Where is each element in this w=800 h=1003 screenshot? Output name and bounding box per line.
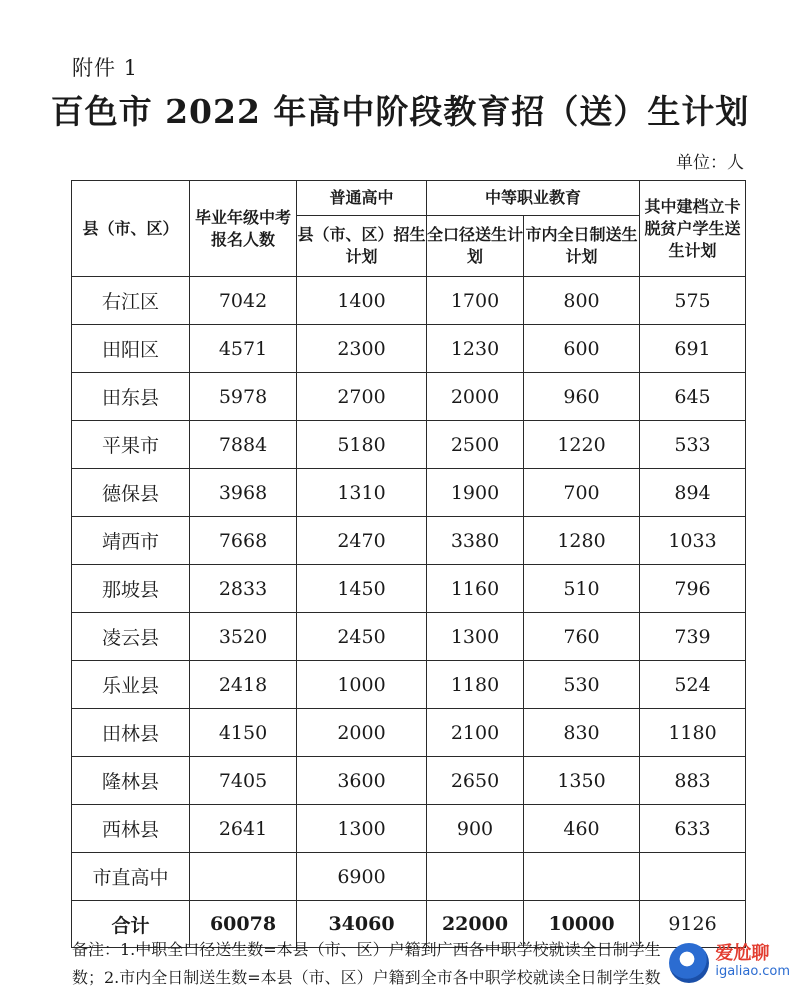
cell-voc-city: 460 xyxy=(524,805,640,853)
total-general: 34060 xyxy=(297,901,427,948)
cell-voc-full: 1180 xyxy=(427,661,524,709)
cell-voc-full xyxy=(427,853,524,901)
cell-graduates: 7884 xyxy=(190,421,297,469)
table-row xyxy=(72,853,746,901)
total-graduates: 60078 xyxy=(190,901,297,948)
cell-general: 1300 xyxy=(297,805,427,853)
cell-general: 5180 xyxy=(297,421,427,469)
table-row xyxy=(72,421,746,469)
header-voc-full: 全口径送生计划 xyxy=(427,216,524,277)
cell-poverty xyxy=(640,853,746,901)
unit-label: 单位：人 xyxy=(676,153,744,173)
cell-poverty: 883 xyxy=(640,757,746,805)
cell-poverty: 633 xyxy=(640,805,746,853)
header-voc-city: 市内全日制送生计划 xyxy=(524,216,640,277)
table-row xyxy=(72,757,746,805)
cell-voc-city: 530 xyxy=(524,661,640,709)
total-voc-full: 22000 xyxy=(427,901,524,948)
cell-voc-city: 800 xyxy=(524,277,640,325)
header-county: 县（市、区） xyxy=(72,181,190,277)
header-vocational: 中等职业教育 xyxy=(427,181,640,216)
cell-poverty: 645 xyxy=(640,373,746,421)
table-row xyxy=(72,709,746,757)
cell-voc-full: 2650 xyxy=(427,757,524,805)
cell-graduates: 7405 xyxy=(190,757,297,805)
cell-county: 凌云县 xyxy=(72,613,190,661)
notes xyxy=(72,936,772,992)
cell-graduates: 2418 xyxy=(190,661,297,709)
cell-graduates: 2641 xyxy=(190,805,297,853)
cell-voc-full: 2100 xyxy=(427,709,524,757)
cell-graduates xyxy=(190,853,297,901)
table-row xyxy=(72,373,746,421)
watermark-text xyxy=(715,945,790,981)
cell-general: 3600 xyxy=(297,757,427,805)
watermark xyxy=(669,943,790,983)
cell-general: 2450 xyxy=(297,613,427,661)
cell-voc-city: 760 xyxy=(524,613,640,661)
cell-poverty: 1033 xyxy=(640,517,746,565)
cell-poverty: 691 xyxy=(640,325,746,373)
table-row xyxy=(72,805,746,853)
cell-poverty: 524 xyxy=(640,661,746,709)
cell-voc-full: 2500 xyxy=(427,421,524,469)
cell-general: 2470 xyxy=(297,517,427,565)
cell-general: 2700 xyxy=(297,373,427,421)
cell-voc-full: 1160 xyxy=(427,565,524,613)
cell-voc-city: 1220 xyxy=(524,421,640,469)
attachment-label: 附件 1 xyxy=(72,56,139,80)
table-row xyxy=(72,517,746,565)
cell-graduates: 7042 xyxy=(190,277,297,325)
table-row xyxy=(72,277,746,325)
cell-county: 田东县 xyxy=(72,373,190,421)
page-title: 百色市 2022 年高中阶段教育招（送）生计划 xyxy=(50,92,750,131)
header-general-hs-plan: 县（市、区）招生计划 xyxy=(297,216,427,277)
cell-general: 2000 xyxy=(297,709,427,757)
cell-county: 乐业县 xyxy=(72,661,190,709)
cell-poverty: 739 xyxy=(640,613,746,661)
cell-general: 6900 xyxy=(297,853,427,901)
cell-county: 平果市 xyxy=(72,421,190,469)
cell-county: 隆林县 xyxy=(72,757,190,805)
table-row xyxy=(72,469,746,517)
cell-poverty: 796 xyxy=(640,565,746,613)
cell-graduates: 4150 xyxy=(190,709,297,757)
cell-county: 那坡县 xyxy=(72,565,190,613)
cell-voc-full: 1230 xyxy=(427,325,524,373)
enrollment-plan-table xyxy=(71,180,746,948)
cell-poverty: 894 xyxy=(640,469,746,517)
total-poverty: 9126 xyxy=(640,901,746,948)
total-label: 合计 xyxy=(72,901,190,948)
cell-voc-city: 600 xyxy=(524,325,640,373)
cell-voc-full: 1300 xyxy=(427,613,524,661)
header-graduates: 毕业年级中考报名人数 xyxy=(190,181,297,277)
cell-general: 1000 xyxy=(297,661,427,709)
cell-voc-city: 830 xyxy=(524,709,640,757)
cell-voc-full: 900 xyxy=(427,805,524,853)
note-line-1: 备注：1.中职全口径送生数=本县（市、区）户籍到广西各中职学校就读全日制学生 xyxy=(72,940,661,959)
cell-voc-full: 1700 xyxy=(427,277,524,325)
cell-graduates: 7668 xyxy=(190,517,297,565)
cell-county: 西林县 xyxy=(72,805,190,853)
header-general-hs: 普通高中 xyxy=(297,181,427,216)
table-row xyxy=(72,565,746,613)
cell-voc-full: 1900 xyxy=(427,469,524,517)
cell-graduates: 3520 xyxy=(190,613,297,661)
cell-voc-city: 1350 xyxy=(524,757,640,805)
total-voc-city: 10000 xyxy=(524,901,640,948)
cell-graduates: 2833 xyxy=(190,565,297,613)
cell-county: 田林县 xyxy=(72,709,190,757)
table-row xyxy=(72,325,746,373)
cell-general: 1310 xyxy=(297,469,427,517)
cell-voc-city xyxy=(524,853,640,901)
cell-voc-city: 510 xyxy=(524,565,640,613)
cell-general: 1400 xyxy=(297,277,427,325)
table-row xyxy=(72,661,746,709)
cell-poverty: 575 xyxy=(640,277,746,325)
cell-graduates: 4571 xyxy=(190,325,297,373)
cell-county: 德保县 xyxy=(72,469,190,517)
globe-logo-icon xyxy=(669,943,709,983)
cell-voc-full: 3380 xyxy=(427,517,524,565)
cell-poverty: 1180 xyxy=(640,709,746,757)
cell-graduates: 5978 xyxy=(190,373,297,421)
table-row xyxy=(72,613,746,661)
cell-county: 田阳区 xyxy=(72,325,190,373)
cell-county: 市直高中 xyxy=(72,853,190,901)
cell-general: 1450 xyxy=(297,565,427,613)
cell-poverty: 533 xyxy=(640,421,746,469)
cell-graduates: 3968 xyxy=(190,469,297,517)
note-line-2: 数；2.市内全日制送生数=本县（市、区）户籍到全市各中职学校就读全日制学生数 xyxy=(72,968,661,987)
cell-general: 2300 xyxy=(297,325,427,373)
cell-county: 靖西市 xyxy=(72,517,190,565)
cell-voc-city: 1280 xyxy=(524,517,640,565)
header-poverty: 其中建档立卡脱贫户学生送生计划 xyxy=(640,181,746,277)
cell-county: 右江区 xyxy=(72,277,190,325)
watermark-url: igaliao.com xyxy=(715,964,790,979)
watermark-brand: 爱尬聊 xyxy=(715,943,770,964)
cell-voc-city: 960 xyxy=(524,373,640,421)
cell-voc-city: 700 xyxy=(524,469,640,517)
cell-voc-full: 2000 xyxy=(427,373,524,421)
